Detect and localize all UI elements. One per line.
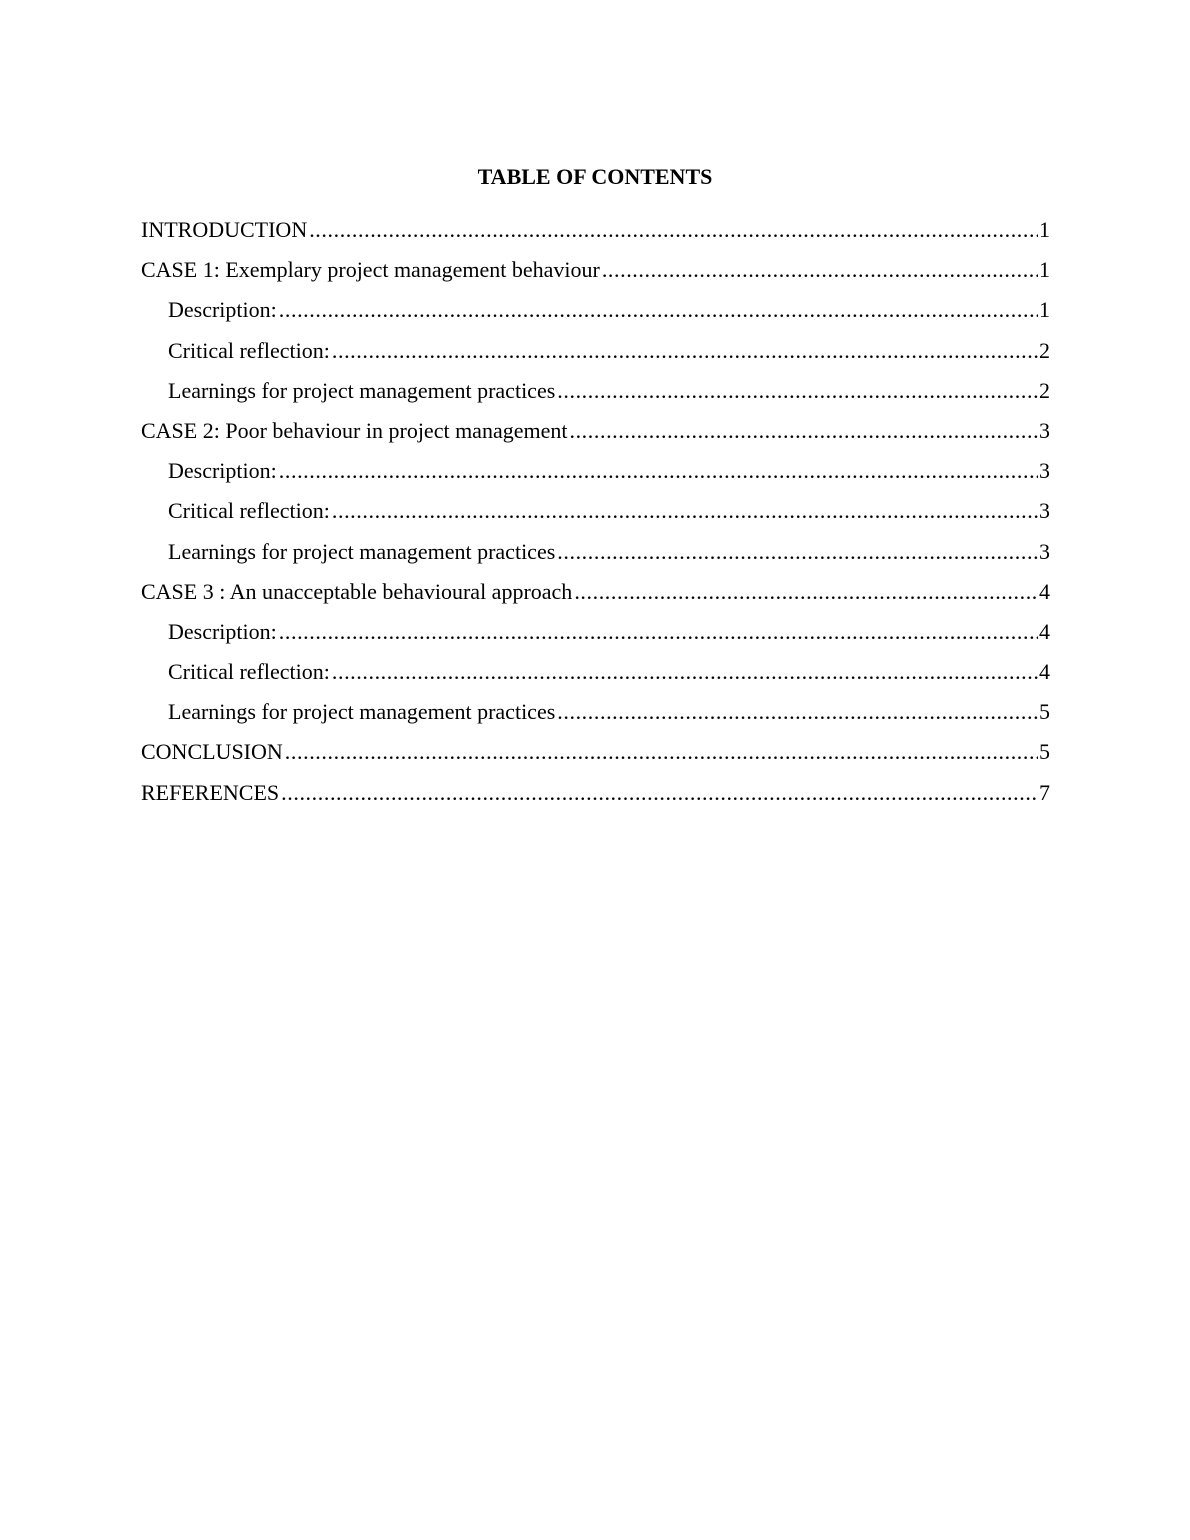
toc-page-number: 3: [1039, 538, 1050, 564]
toc-entry-label: CONCLUSION: [141, 739, 283, 765]
dot-leader: [279, 617, 1038, 647]
toc-page-number: 2: [1039, 377, 1050, 403]
toc-entry-introduction[interactable]: [141, 215, 1050, 255]
toc-entry-case-1-critical-reflection[interactable]: [141, 336, 1050, 376]
toc-entry-label: Critical reflection:: [168, 337, 330, 363]
toc-entry-case-2-learnings[interactable]: [141, 537, 1050, 577]
dot-leader: [279, 456, 1038, 486]
toc-entry-case-1-description[interactable]: [141, 295, 1050, 335]
toc-entry-label: Description:: [168, 618, 277, 644]
dot-leader: [332, 657, 1038, 687]
toc-entry-case-2[interactable]: [141, 416, 1050, 456]
toc-entry-conclusion[interactable]: [141, 737, 1050, 777]
toc-entry-case-3-description[interactable]: [141, 617, 1050, 657]
toc-entry-label: Description:: [168, 297, 277, 323]
toc-entry-case-3-critical-reflection[interactable]: [141, 657, 1050, 697]
dot-leader: [332, 496, 1038, 526]
toc-entry-label: CASE 1: Exemplary project management behaviour: [141, 257, 600, 283]
toc-page-number: 5: [1039, 739, 1050, 765]
toc-entry-label: REFERENCES: [141, 779, 280, 805]
toc-page-number: 4: [1039, 618, 1050, 644]
dot-leader: [557, 376, 1038, 406]
toc-entry-label: CASE 3 : An unacceptable behavioural approach: [141, 578, 573, 604]
toc-entry-label: INTRODUCTION: [141, 217, 308, 242]
toc-page-number: 3: [1039, 458, 1050, 484]
toc-page-number: 3: [1039, 498, 1050, 524]
toc-page-number: 4: [1039, 659, 1050, 685]
toc-entry-label: Learnings for project management practices: [168, 538, 556, 564]
dot-leader: [574, 577, 1038, 607]
toc-page-number: 5: [1039, 699, 1050, 725]
dot-leader: [557, 697, 1038, 727]
toc-entry-label: Learnings for project management practices: [168, 699, 556, 725]
toc-page-number: 1: [1039, 217, 1050, 242]
dot-leader: [602, 255, 1038, 285]
toc-page-number: 4: [1039, 578, 1050, 604]
toc-entry-case-2-critical-reflection[interactable]: [141, 496, 1050, 536]
toc-page-number: 2: [1039, 337, 1050, 363]
toc-page-number: 1: [1039, 257, 1050, 283]
toc-entry-label: CASE 2: Poor behaviour in project management: [141, 417, 568, 443]
dot-leader: [281, 778, 1038, 808]
toc-page-number: 3: [1039, 417, 1050, 443]
toc-page-number: 1: [1039, 297, 1050, 323]
toc-entry-label: Critical reflection:: [168, 498, 330, 524]
toc-title: TABLE OF CONTENTS: [477, 164, 713, 189]
dot-leader: [309, 215, 1038, 245]
toc-entry-case-3[interactable]: [141, 577, 1050, 617]
toc-entry-case-2-description[interactable]: [141, 456, 1050, 496]
dot-leader: [569, 416, 1038, 446]
dot-leader: [332, 336, 1038, 366]
toc-page-number: 7: [1039, 779, 1050, 805]
toc-entry-label: Critical reflection:: [168, 659, 330, 685]
toc-entry-references[interactable]: [141, 778, 1050, 818]
dot-leader: [279, 295, 1038, 325]
toc-entry-case-1-learnings[interactable]: [141, 376, 1050, 416]
dot-leader: [557, 537, 1038, 567]
dot-leader: [285, 737, 1038, 767]
toc-list: [141, 215, 1050, 818]
toc-entry-case-1[interactable]: [141, 255, 1050, 295]
toc-entry-label: Description:: [168, 458, 277, 484]
toc-entry-case-3-learnings[interactable]: [141, 697, 1050, 737]
toc-entry-label: Learnings for project management practices: [168, 377, 556, 403]
